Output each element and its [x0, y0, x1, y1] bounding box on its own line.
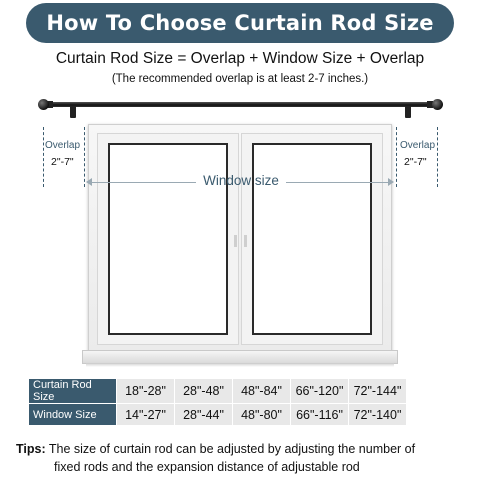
table-cell: 48"-80" [233, 404, 291, 426]
curtain-rod [44, 102, 436, 107]
overlap-note: (The recommended overlap is at least 2-7 inches.) [111, 73, 369, 85]
table-cell: 28"-48" [175, 379, 233, 404]
table-cell: 14"-27" [117, 404, 175, 426]
rod-right-finial [432, 99, 443, 110]
table-cell: 72"-144" [349, 379, 407, 404]
window-left-glass [108, 143, 228, 335]
left-overlap-value: 2"-7" [51, 156, 74, 168]
table-row [29, 379, 407, 404]
tips-line-2: fixed rods and the expansion distance of adjustable rod [54, 460, 360, 474]
window-size-line-left [90, 182, 196, 183]
table-cell: 66"-120" [291, 379, 349, 404]
tips-text [16, 440, 472, 476]
tips-label: Tips: [16, 442, 46, 456]
title-banner [26, 3, 454, 43]
left-overlap-label: Overlap [45, 140, 81, 151]
window-handle-left [234, 235, 237, 247]
window-sill [82, 350, 398, 364]
window-frame [88, 124, 392, 352]
tips-line-1: The size of curtain rod can be adjusted by adjusting the number of [48, 442, 416, 456]
table-row [29, 404, 407, 426]
rod-left-finial [38, 99, 49, 110]
right-overlap-value: 2"-7" [404, 156, 427, 168]
window-right-sash [241, 133, 383, 345]
rod-left-bracket [70, 106, 76, 118]
right-overlap-label: Overlap [400, 140, 436, 151]
window-size-arrow-right-icon [388, 178, 394, 186]
window-size-line-right [286, 182, 390, 183]
left-overlap-outer-dash [43, 127, 44, 187]
window-sill-shadow [86, 363, 394, 367]
rod-right-bracket [405, 106, 411, 118]
window-left-sash [97, 133, 239, 345]
window-size-label: Window size [203, 173, 279, 188]
left-overlap-inner-dash [84, 127, 85, 187]
size-table [28, 378, 407, 426]
table-cell: 28"-44" [175, 404, 233, 426]
row-header-window-size: Window Size [29, 404, 117, 426]
window-size-arrow-left-icon [86, 178, 92, 186]
window-handle-right [244, 235, 247, 247]
table-cell: 48"-84" [233, 379, 291, 404]
window-right-glass [252, 143, 372, 335]
table-cell: 72"-140" [349, 404, 407, 426]
right-overlap-outer-dash [437, 127, 438, 187]
size-formula: Curtain Rod Size = Overlap + Window Size + Overlap [55, 50, 425, 67]
table-cell: 66"-116" [291, 404, 349, 426]
right-overlap-inner-dash [396, 127, 397, 187]
page-title: How To Choose Curtain Rod Size [46, 11, 434, 35]
table-cell: 18"-28" [117, 379, 175, 404]
row-header-rod-size: Curtain Rod Size [29, 379, 117, 404]
